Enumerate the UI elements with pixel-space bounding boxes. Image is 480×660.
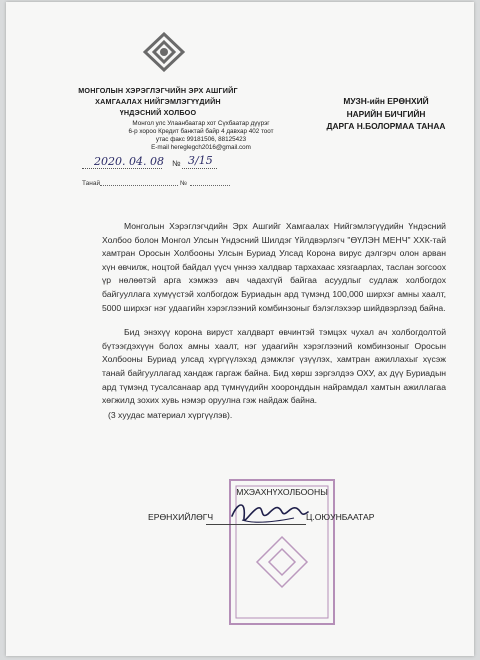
- organization-name: [28, 85, 288, 118]
- separator: №: [180, 180, 187, 187]
- recipient-block: [306, 95, 466, 133]
- address-line: 6-р хороо Кредит банктай байр 4 давхар 402 тоот: [128, 128, 274, 135]
- letter-body: [102, 220, 446, 433]
- org-name-line1: МОНГОЛЫН ХЭРЭГЛЭГЧИЙН ЭРХ АШГИЙГ: [78, 86, 238, 95]
- handwritten-signature: [224, 490, 314, 535]
- reference-date-line: [100, 185, 178, 186]
- organization-logo: [143, 32, 185, 72]
- handwritten-number: 3/15: [188, 154, 213, 167]
- number-underline: [182, 168, 217, 169]
- reference-row: [82, 180, 302, 187]
- reference-number-line: [190, 185, 230, 186]
- signatory-title: ЕРӨНХИЙЛӨГЧ: [148, 512, 214, 522]
- signatory-name: Ц.ОЮУНБААТАР: [306, 512, 375, 522]
- recipient-line1: МУЗН-ийн ЕРӨНХИЙ: [343, 96, 429, 106]
- handwritten-date: 2020. 04. 08: [94, 155, 164, 168]
- body-paragraph-2: Бид энэхүү корона вируст халдварт өвчинтэй тэмцэх чухал ач холбогдолтой бүтээгдэхүүн болох амны хаалт, нэг удаагийн хэрэглээний комбинзоныг Оросын Холбооны Буриад улсад хүргүүлэхэд дэмжлэг үзүүлэх, хамтран ажиллахыг хүсэж танай байгууллагад хандаж гаргаж байна. Бид хөрш зэргэлдээ ОХУ, ах дүү Буриадын ард түмэнд тусалсанаар ард түмнүүдийн хооронддын найрамдал хамтын ажиллагаа хөгжилд зохих хувь нэмэр оруулна гэж найдаж байна.: [102, 327, 446, 406]
- address-line: E-mail hereglegch2016@gmail.com: [151, 144, 251, 151]
- organization-address: [116, 120, 286, 152]
- attachment-note: (3 хуудас материал хүргүүлэв).: [108, 409, 233, 420]
- signature-organization: МХЭАХНҮХОЛБООНЫ: [236, 487, 328, 497]
- recipient-line3: ДАРГА Н.БОЛОРМАА ТАНАА: [326, 121, 446, 131]
- letter-page: [6, 2, 474, 656]
- reference-label: Танай: [82, 180, 101, 187]
- separator: №: [172, 159, 181, 168]
- date-number-row: [82, 155, 302, 169]
- address-line: утас факс 99181506, 88125423: [155, 136, 247, 143]
- org-name-line2: ХАМГААЛАХ НИЙГЭМЛЭГҮҮДИЙН: [95, 97, 221, 106]
- date-underline: [82, 168, 162, 169]
- address-line: Монгол улс Улаанбаатар хот Сүхбаатар дүүрэг: [132, 120, 270, 127]
- body-paragraph-1: Монголын Хэрэглэгчдийн Эрх Ашгийг Хамгаалах Нийгэмлэгүүдийн Үндэсний Холбоо болон Монгол Улсын Үндэсний Шилдэг Үйлдвэрлэгч "ӨҮЛЭН МЕНЧ" ХХК-тай хамтран Оросын Холбооны Улсын Буриад Улсад Корона вирус дэлгэрч олон арван хүн өвчилж, ноцтой байдал үүсч үннээ халдвар тархахаас хязгаарлах, таслан зогсоох үр нөлөөтэй арга хэмжээ авч чадахгүй байгаа асуудлыг судлаж холбогдох байгууллага хүмүүстэй холбогдож Буриадын ард түмэнд 100,000 ширхэг амны хаалт, 5000 ширхэг нэг удаагийн хэрэглээний комбинзоныг бэлэглэхээр шийдвэрлээд байна.: [102, 221, 446, 313]
- recipient-line2: НАРИЙН БИЧГИЙН: [346, 108, 426, 119]
- org-name-line3: ҮНДЭСНИЙ ХОЛБОО: [119, 108, 197, 117]
